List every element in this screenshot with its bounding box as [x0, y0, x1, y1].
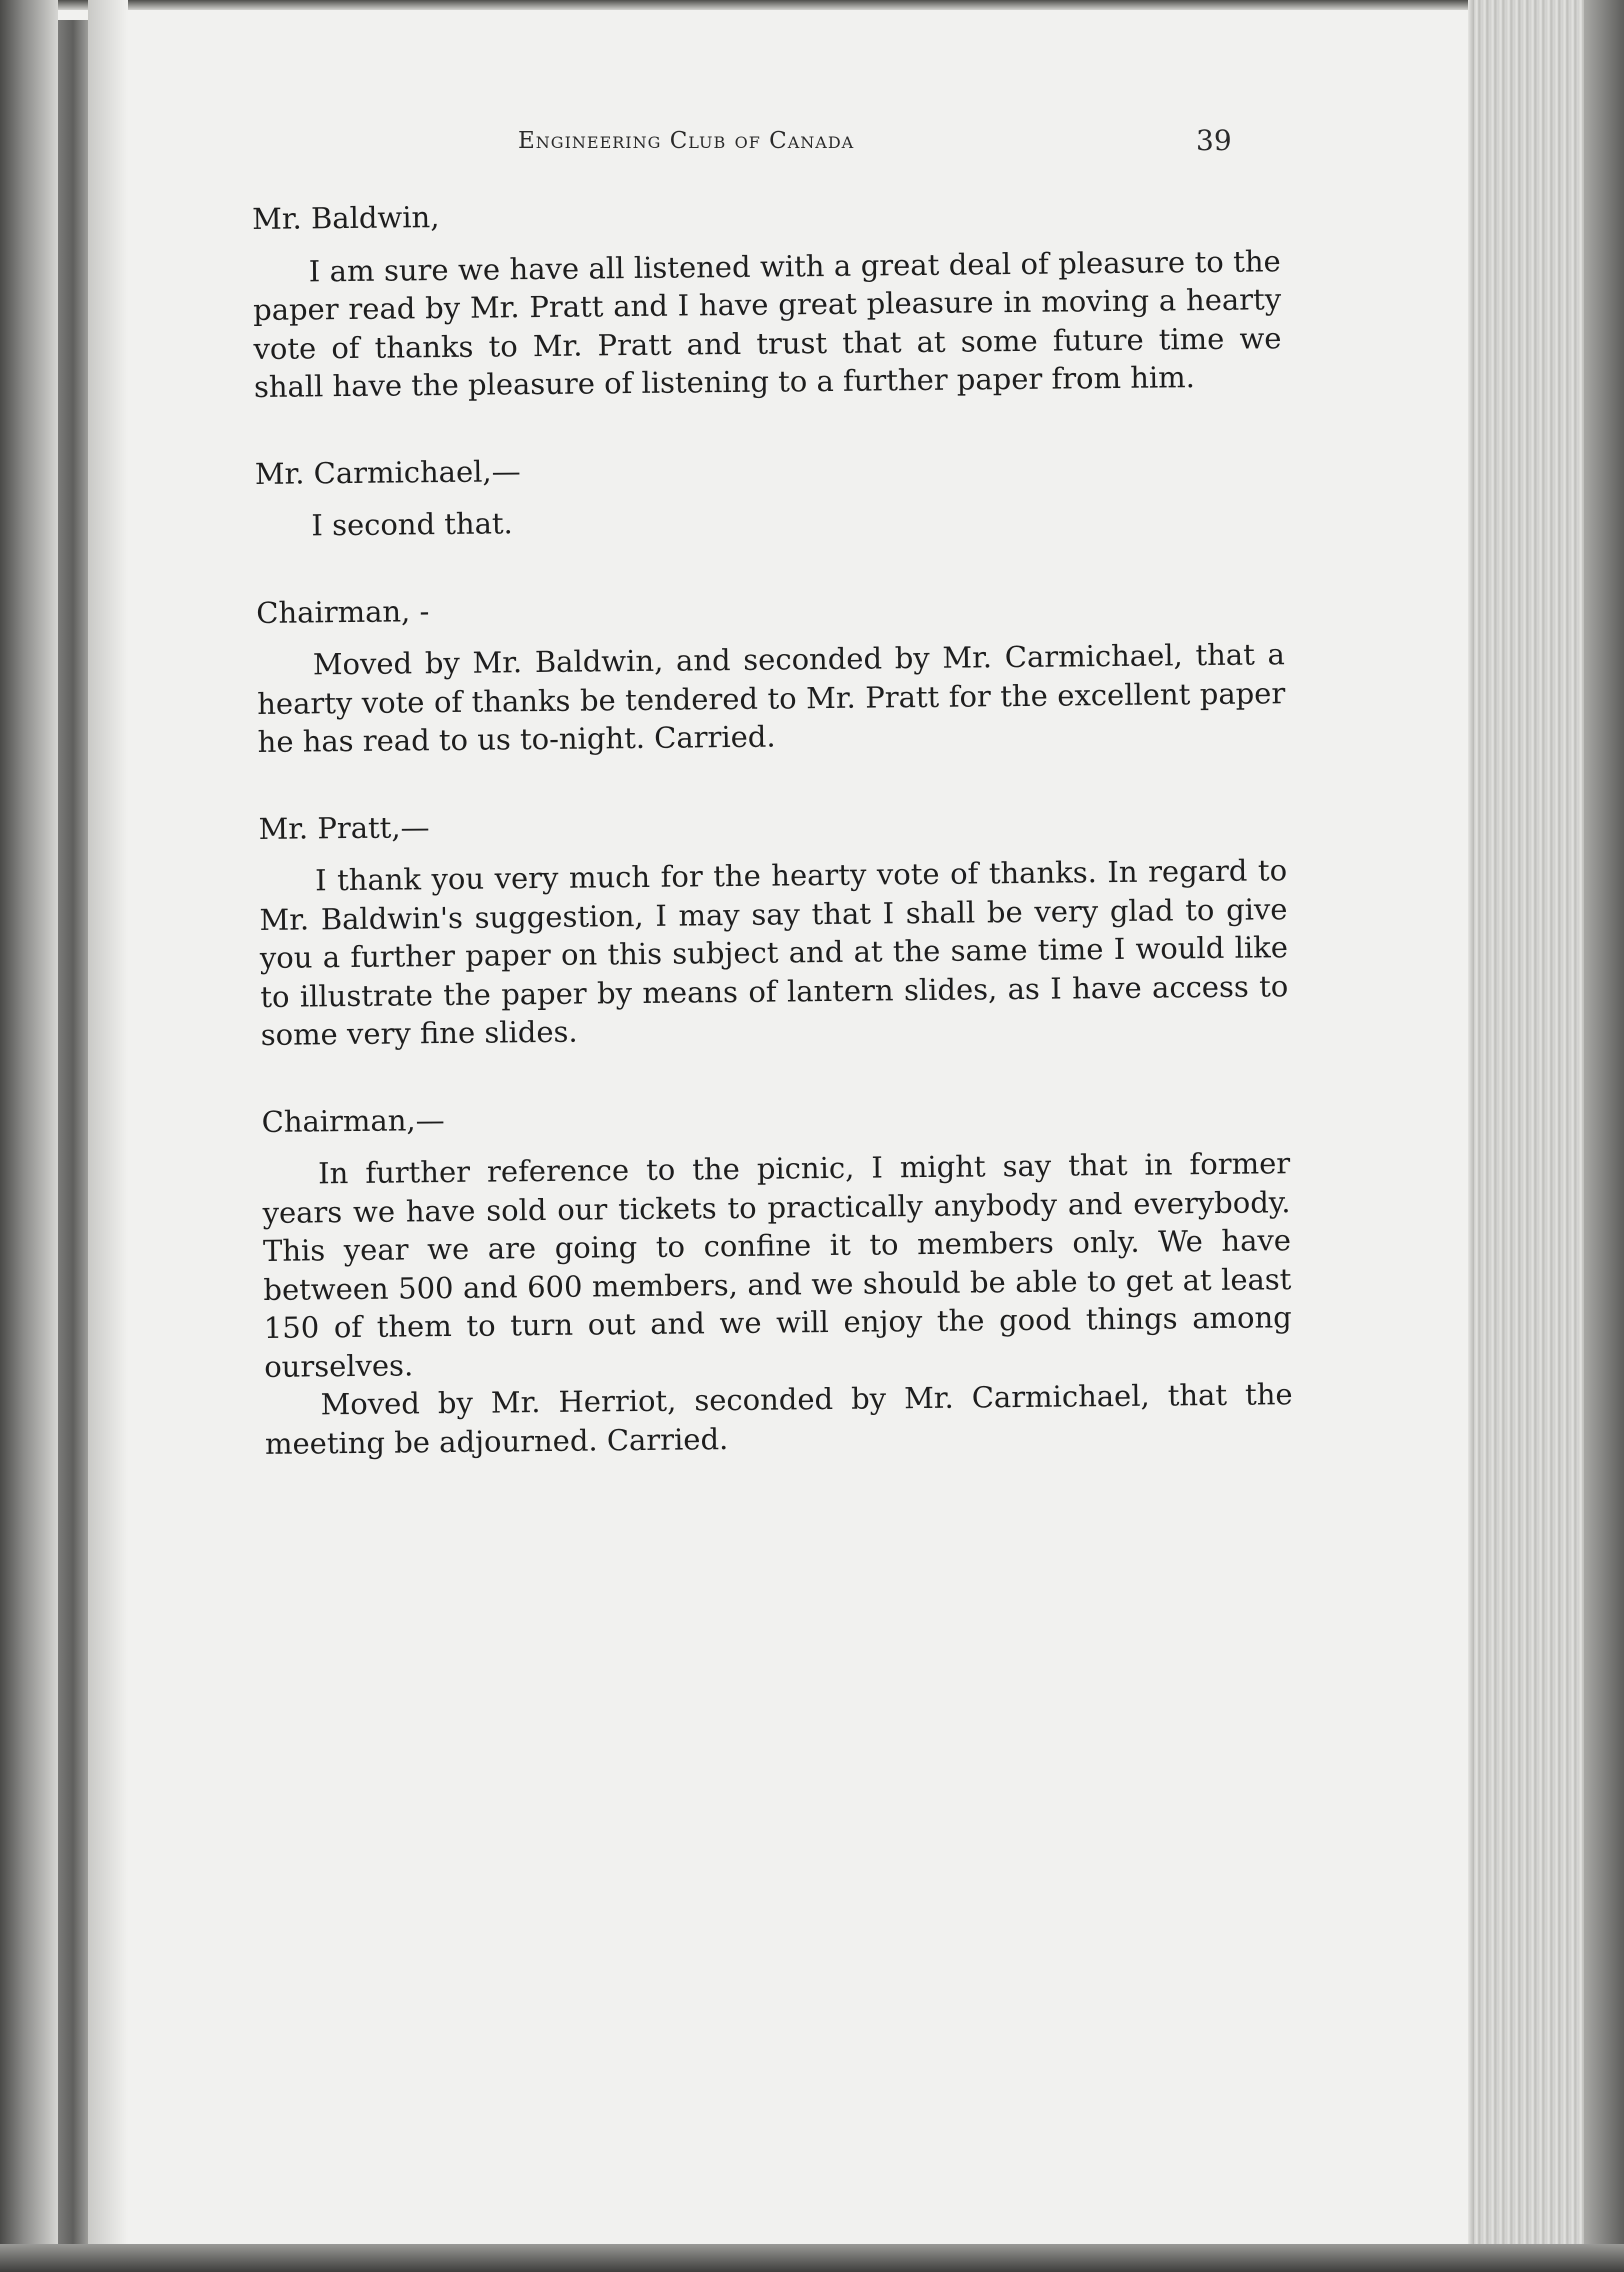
page-number: 39 — [1196, 124, 1232, 157]
paragraph: Moved by Mr. Baldwin, and seconded by Mr. Carmichael, that a hearty vote of thanks be tendered to Mr. Pratt for the excellent paper he has read to us to-night. Carried. — [257, 637, 1286, 759]
paragraph: Moved by Mr. Herriot, seconded by Mr. Carmichael, that the meeting be adjourned. Carried. — [264, 1377, 1293, 1461]
top-shadow — [0, 0, 1624, 10]
paragraph: I second that. — [311, 506, 513, 543]
speaker-label: Mr. Baldwin, — [252, 200, 440, 236]
paragraph: I am sure we have all listened with a great deal of pleasure to the paper read by Mr. Pratt and I have great pleasure in moving a hearty vote of thanks to Mr. Pratt and trust that at some future time we shall have the pleasure of listening to a further paper from him. — [252, 243, 1282, 404]
page-edge — [1468, 0, 1474, 2272]
speaker-label: Chairman,— — [261, 1102, 445, 1139]
speech-block — [252, 189, 1282, 406]
gutter-shadow — [88, 0, 128, 2272]
speech-block — [255, 444, 1284, 546]
running-head: Engineering Club of Canada — [518, 128, 855, 154]
speaker-label: Chairman, - — [256, 593, 430, 630]
bottom-shadow — [0, 2244, 1624, 2272]
speech-block — [261, 1092, 1293, 1463]
page-body — [252, 189, 1294, 1511]
paragraph: In further reference to the picnic, I might say that in former years we have sold our tickets to practically anybody and everybody. This year we are going to confine it to members only. We have between 500 and 600 members, and we should be able to get at least 150 of them to turn out and we will enjoy the good things among ourselves. — [262, 1146, 1292, 1384]
speaker-label: Mr. Carmichael,— — [254, 453, 521, 491]
speech-block — [258, 799, 1289, 1055]
facing-page-edge — [58, 20, 88, 2260]
book-binding — [0, 0, 58, 2272]
speech-block — [256, 583, 1286, 762]
paragraph: I thank you very much for the hearty vote of thanks. In regard to Mr. Baldwin's suggestion, I may say that I shall be very glad to give you a further paper on this subject and at the same time I would like to illustrate the paper by means of lantern slides, as I have access to some very fine slides. — [259, 853, 1289, 1052]
speaker-label: Mr. Pratt,— — [258, 809, 430, 846]
right-shadow — [1584, 0, 1624, 2272]
